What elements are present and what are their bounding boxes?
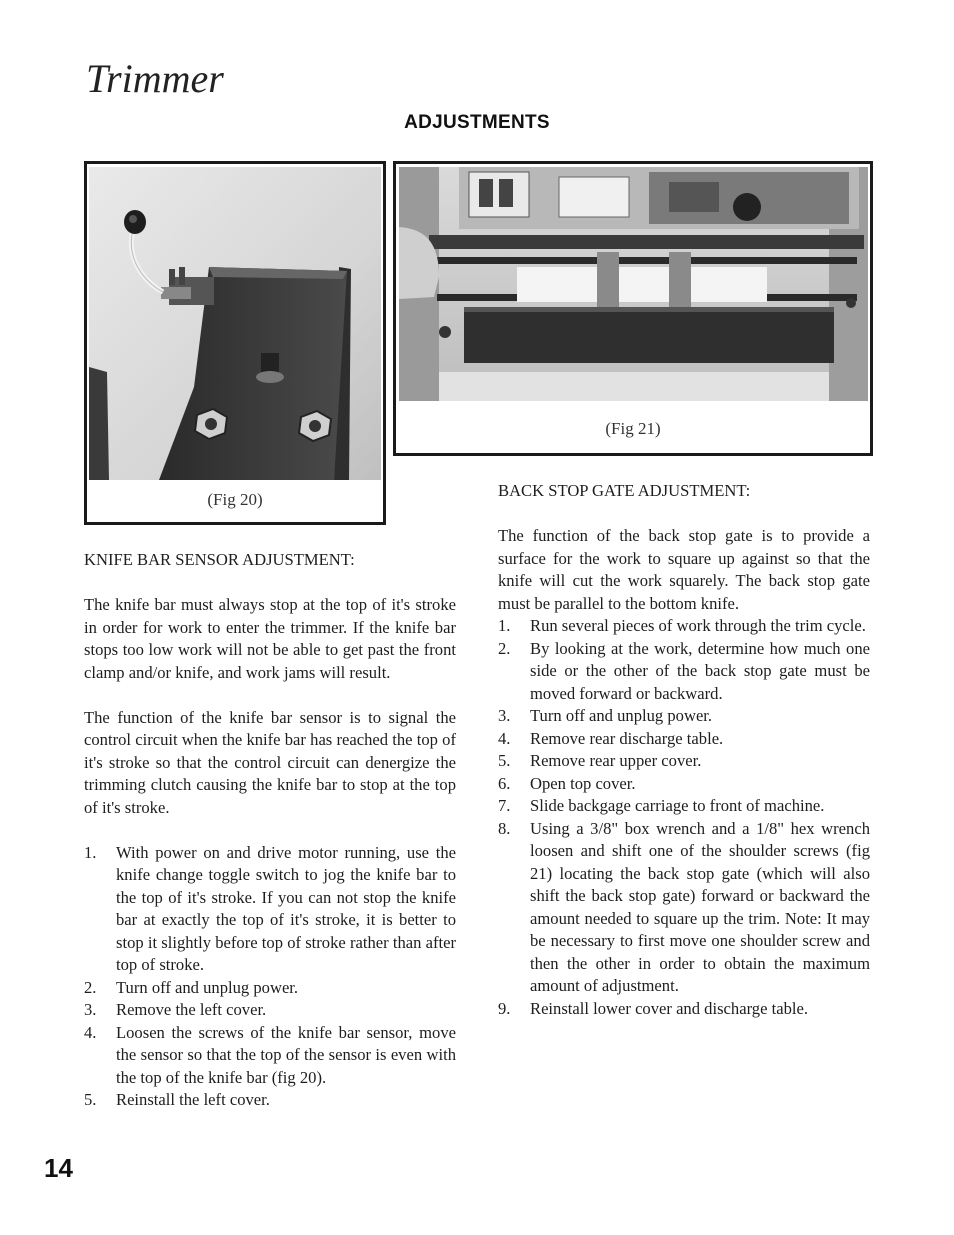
list-item: 1. Run several pieces of work through the trim cycle. [498, 616, 866, 635]
list-item: 2. Turn off and unplug power. [84, 977, 299, 997]
list-item: 5. Remove rear upper cover. [498, 751, 702, 770]
back-stop-gate-photo [399, 167, 868, 401]
list-item: 3. Turn off and unplug power. [498, 706, 713, 725]
list-item: 9. Reinstall lower cover and discharge table. [498, 998, 809, 1018]
list-item: 1. With power on and drive motor running, use the knife change toggle switch to jog the knife bar to the top of it's stroke. If you can not stop the knife bar at exactly the top of it's stroke, it is better to stop it slightly before top of stroke rather than after top of stroke. [84, 842, 456, 974]
figure-21 [393, 161, 873, 456]
figure-caption: (Fig 21) [605, 419, 661, 438]
list-item: 4. Remove rear discharge table. [498, 728, 724, 748]
knife-bar-paragraph-1: The knife bar must always stop at the top of it's stroke in order for work to enter the trimmer. If the knife bar stops too low work will not be able to get past the front clamp and/or knife, and work jams will result. [84, 595, 456, 682]
back-stop-paragraph-1: The function of the back stop gate is to provide a surface for the work to square up against so that the knife will cut the work squarely. The back stop gate must be parallel to the bottom knife. [498, 526, 870, 613]
page-number: 14 [44, 1153, 73, 1183]
list-item: 2. By looking at the work, determine how much one side or the other of the back stop gate must be moved forward or backward. [498, 638, 870, 703]
page-title: Trimmer [86, 56, 224, 101]
section-heading: ADJUSTMENTS [404, 112, 550, 133]
back-stop-gate-heading: BACK STOP GATE ADJUSTMENT: [498, 481, 751, 500]
figure-caption: (Fig 20) [207, 490, 263, 509]
list-item: 5. Reinstall the left cover. [84, 1090, 270, 1109]
knife-bar-sensor-photo [89, 167, 381, 480]
list-item: 6. Open top cover. [498, 773, 636, 793]
list-item: 7. Slide backgage carriage to front of machine. [498, 796, 825, 815]
back-stop-steps [498, 615, 870, 1020]
list-item: 4. Loosen the screws of the knife bar sensor, move the sensor so that the top of the sensor is even with the top of the knife bar (fig 20). [84, 1022, 456, 1087]
knife-bar-sensor-section [84, 549, 456, 1112]
list-item: 8. Using a 3/8" box wrench and a 1/8" hex wrench loosen and shift one of the shoulder screws (fig 21) locating the back stop gate (which will also shift the back stop gate) forward or backward the amount needed to square up the trim. Note: It may be necessary to first move one shoulder screw and then the other in order to obtain the maximum amount of adjustment. [498, 818, 870, 995]
knife-bar-sensor-heading: KNIFE BAR SENSOR ADJUSTMENT: [84, 550, 355, 569]
list-item: 3. Remove the left cover. [84, 1000, 267, 1019]
knife-bar-paragraph-2: The function of the knife bar sensor is to signal the control circuit when the knife bar has reached the top of it's stroke so that the control circuit can denergize the trimming clutch causing the knife bar to stop at the top of it's stroke. [84, 707, 456, 817]
back-stop-gate-section [498, 480, 870, 1020]
figure-20 [84, 161, 386, 525]
knife-bar-steps [84, 842, 456, 1112]
